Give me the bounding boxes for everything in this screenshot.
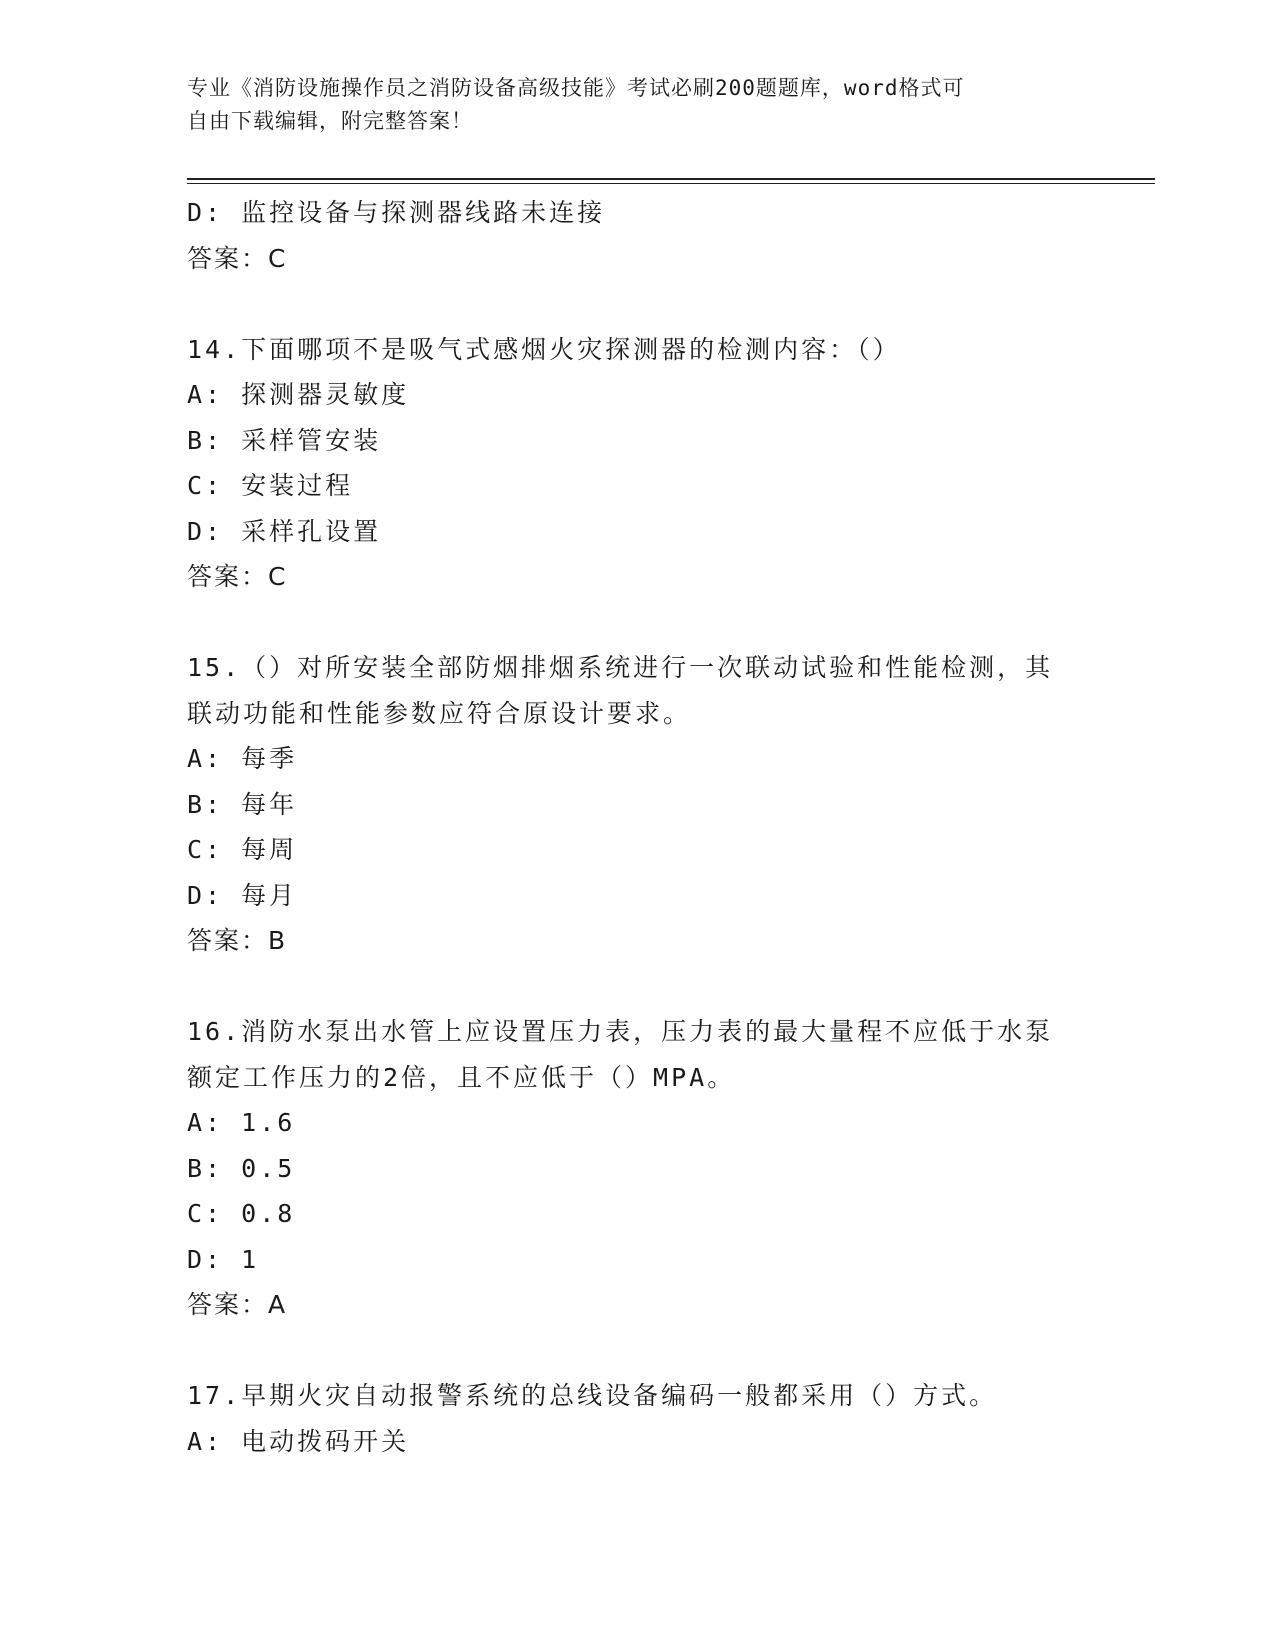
header-divider-thin (187, 183, 1155, 184)
question-stem: 14.下面哪项不是吸气式感烟火灾探测器的检测内容：（） (187, 334, 901, 364)
document-header (187, 72, 1067, 138)
option-a: A: 1.6 (187, 1108, 296, 1137)
question-stem-line-2: 联动功能和性能参数应符合原设计要求。 (187, 698, 692, 728)
option-a: A: 电动拨码开关 (187, 1426, 410, 1456)
option-c: C: 0.8 (187, 1199, 296, 1228)
option-a: A: 探测器灵敏度 (187, 380, 410, 409)
answer: 答案：B (187, 926, 288, 955)
header-divider-thick (187, 178, 1155, 180)
question-stem-line-2: 额定工作压力的2倍，且不应低于（）MPA。 (187, 1062, 736, 1092)
option-d: D: 采样孔设置 (187, 516, 382, 546)
option-b: B: 采样管安装 (187, 425, 382, 455)
prev-option-d: D: 监控设备与探测器线路未连接 (187, 198, 606, 227)
question-stem-line-1: 15.（）对所安装全部防烟排烟系统进行一次联动试验和性能检测，其 (187, 653, 1054, 682)
question-list (187, 190, 1087, 1464)
option-b: B: 0.5 (187, 1153, 296, 1183)
header-line-1: 专业《消防设施操作员之消防设备高级技能》考试必刷200题题库，word格式可 (187, 76, 965, 100)
option-a: A: 每季 (187, 744, 298, 773)
option-d: D: 每月 (187, 880, 298, 910)
option-b: B: 每年 (187, 789, 298, 819)
option-d: D: 1 (187, 1244, 260, 1274)
question-stem-line-1: 16.消防水泵出水管上应设置压力表，压力表的最大量程不应低于水泵 (187, 1017, 1054, 1046)
question-16 (187, 1009, 1087, 1328)
header-line-2: 自由下载编辑，附完整答案！ (187, 109, 473, 133)
option-c: C: 每周 (187, 835, 298, 864)
prev-answer: 答案：C (187, 243, 288, 273)
answer: 答案：C (187, 562, 288, 591)
question-17 (187, 1373, 1087, 1464)
answer: 答案：A (187, 1290, 288, 1319)
option-c: C: 安装过程 (187, 471, 354, 500)
question-stem: 17.早期火灾自动报警系统的总线设备编码一般都采用（）方式。 (187, 1381, 998, 1410)
question-14 (187, 327, 1087, 600)
question-15 (187, 645, 1087, 964)
